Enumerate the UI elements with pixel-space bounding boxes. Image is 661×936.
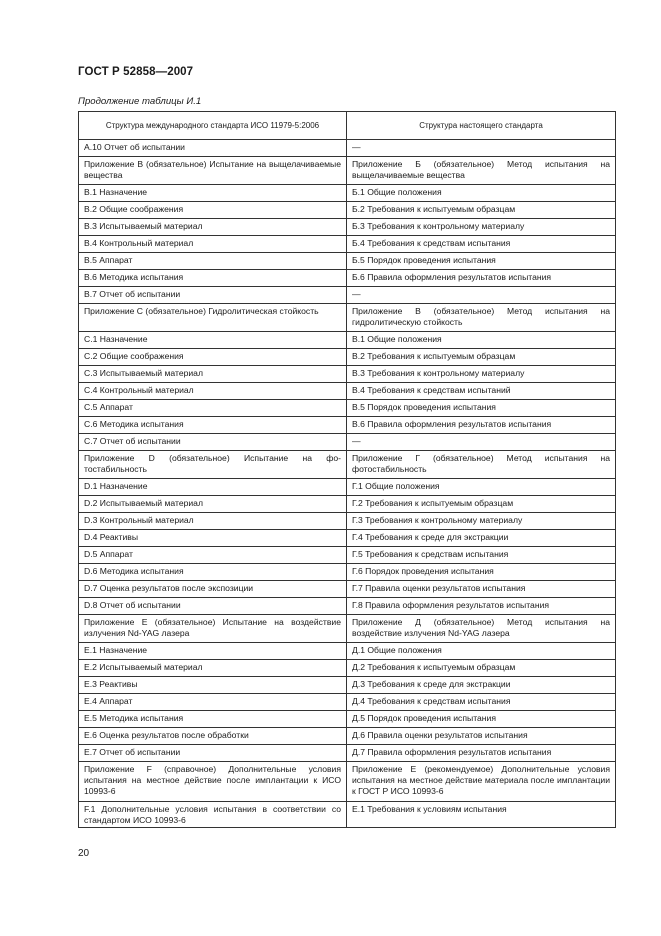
table-row	[79, 400, 616, 417]
cell-international: Приложение Е (обязательное) Испытание на воздействие излучения Nd-YAG лазера	[79, 615, 347, 643]
cell-international: А.10 Отчет об испытании	[79, 140, 347, 157]
table-row	[79, 287, 616, 304]
cell-national: В.2 Требования к испытуемым образцам	[347, 349, 616, 366]
cell-international: D.8 Отчет об испытании	[79, 598, 347, 615]
table-row	[79, 185, 616, 202]
cell-national: Б.5 Порядок проведения испытания	[347, 253, 616, 270]
cell-national: Приложение Е (рекомендуемое) Дополнительные условия испытания на местное действие материала после имплантации к ГОСТ Р ИСО 10993-6	[347, 762, 616, 802]
cell-international: D.4 Реактивы	[79, 530, 347, 547]
table-row	[79, 802, 616, 828]
cell-national: Приложение Б (обязательное) Метод испытания на выщелачиваемые вещества	[347, 157, 616, 185]
table-row	[79, 366, 616, 383]
cell-international: Приложение В (обязательное) Испытание на выщелачиваемые вещества	[79, 157, 347, 185]
cell-international: В.4 Контрольный материал	[79, 236, 347, 253]
cell-national: Б.2 Требования к испытуемым образцам	[347, 202, 616, 219]
table-row	[79, 547, 616, 564]
table-row	[79, 598, 616, 615]
cell-international: С.3 Испытываемый материал	[79, 366, 347, 383]
table-row	[79, 219, 616, 236]
cell-national: Д.6 Правила оценки результатов испытания	[347, 728, 616, 745]
cell-national: Г.5 Требования к средствам испытания	[347, 547, 616, 564]
cell-international: В.2 Общие соображения	[79, 202, 347, 219]
table-row	[79, 157, 616, 185]
cell-national: Д.2 Требования к испытуемым образцам	[347, 660, 616, 677]
cell-international: С.1 Назначение	[79, 332, 347, 349]
cell-international: F.1 Дополнительные условия испытания в соответствии со стандартом ИСО 10993-6	[79, 802, 347, 828]
cell-national: В.6 Правила оформления результатов испытания	[347, 417, 616, 434]
cell-international: D.3 Контрольный материал	[79, 513, 347, 530]
table-row	[79, 434, 616, 451]
cell-international: Приложение D (обязательное) Испытание на фотостабильность	[79, 451, 347, 479]
cell-international: D.1 Назначение	[79, 479, 347, 496]
cell-international: D.6 Методика испытания	[79, 564, 347, 581]
cell-international: Е.7 Отчет об испытании	[79, 745, 347, 762]
table-row	[79, 581, 616, 598]
cell-national: —	[347, 434, 616, 451]
cell-international: Е.3 Реактивы	[79, 677, 347, 694]
column-header-international: Структура международного стандарта ИСО 11979-5:2006	[79, 112, 347, 140]
table-row	[79, 332, 616, 349]
cell-international: Е.4 Аппарат	[79, 694, 347, 711]
cell-national: Приложение Д (обязательное) Метод испытания на воздействие излучения Nd-YAG лазера	[347, 615, 616, 643]
page-number: 20	[78, 848, 90, 859]
cell-international: Е.5 Методика испытания	[79, 711, 347, 728]
cell-national: Б.6 Правила оформления результатов испытания	[347, 270, 616, 287]
cell-international: С.5 Аппарат	[79, 400, 347, 417]
cell-national: Приложение Г (обязательное) Метод испытания на фотостабильность	[347, 451, 616, 479]
table-row	[79, 451, 616, 479]
cell-national: Г.8 Правила оформления результатов испытания	[347, 598, 616, 615]
cell-international: В.7 Отчет об испытании	[79, 287, 347, 304]
table-row	[79, 643, 616, 660]
cell-national: Приложение В (обязательное) Метод испытания на гидролитическую стойкость	[347, 304, 616, 332]
cell-national: Д.4 Требования к средствам испытания	[347, 694, 616, 711]
correspondence-table	[78, 111, 616, 828]
cell-national: В.5 Порядок проведения испытания	[347, 400, 616, 417]
cell-international: В.3 Испытываемый материал	[79, 219, 347, 236]
table-row	[79, 270, 616, 287]
cell-national: Г.7 Правила оценки результатов испытания	[347, 581, 616, 598]
table-row	[79, 677, 616, 694]
cell-national: —	[347, 287, 616, 304]
cell-national: Б.3 Требования к контрольному материалу	[347, 219, 616, 236]
cell-national: Б.1 Общие положения	[347, 185, 616, 202]
cell-international: С.4 Контрольный материал	[79, 383, 347, 400]
cell-international: С.7 Отчет об испытании	[79, 434, 347, 451]
table-row	[79, 745, 616, 762]
table-row	[79, 694, 616, 711]
table-row	[79, 253, 616, 270]
cell-international: D.7 Оценка результатов после экспозиции	[79, 581, 347, 598]
cell-national: Д.3 Требования к среде для экстракции	[347, 677, 616, 694]
cell-international: С.6 Методика испытания	[79, 417, 347, 434]
cell-national: В.4 Требования к средствам испытаний	[347, 383, 616, 400]
document-title: ГОСТ Р 52858—2007	[78, 66, 194, 78]
table-row	[79, 349, 616, 366]
cell-national: В.1 Общие положения	[347, 332, 616, 349]
table-row	[79, 236, 616, 253]
cell-national: В.3 Требования к контрольному материалу	[347, 366, 616, 383]
cell-national: Г.6 Порядок проведения испытания	[347, 564, 616, 581]
table-row	[79, 615, 616, 643]
cell-national: Б.4 Требования к средствам испытания	[347, 236, 616, 253]
table-row	[79, 304, 616, 332]
cell-international: В.5 Аппарат	[79, 253, 347, 270]
cell-national: Д.1 Общие положения	[347, 643, 616, 660]
cell-international: D.2 Испытываемый материал	[79, 496, 347, 513]
table-row	[79, 530, 616, 547]
table-row	[79, 479, 616, 496]
cell-international: С.2 Общие соображения	[79, 349, 347, 366]
cell-national: Д.7 Правила оформления результатов испытания	[347, 745, 616, 762]
cell-international: Е.2 Испытываемый материал	[79, 660, 347, 677]
table-row	[79, 564, 616, 581]
table-row	[79, 496, 616, 513]
cell-international: В.1 Назначение	[79, 185, 347, 202]
cell-national: Д.5 Порядок проведения испытания	[347, 711, 616, 728]
table-header-row	[79, 112, 616, 140]
column-header-national: Структура настоящего стандарта	[347, 112, 616, 140]
table-row	[79, 417, 616, 434]
cell-international: Приложение F (справочное) Дополнительные условия испытания на местное действие после имплантации к ИСО 10993-6	[79, 762, 347, 802]
cell-international: Е.6 Оценка результатов после обработки	[79, 728, 347, 745]
cell-international: D.5 Аппарат	[79, 547, 347, 564]
table-row	[79, 728, 616, 745]
table-row	[79, 660, 616, 677]
table-row	[79, 383, 616, 400]
cell-national: Е.1 Требования к условиям испытания	[347, 802, 616, 828]
table-row	[79, 202, 616, 219]
table-row	[79, 513, 616, 530]
table-row	[79, 762, 616, 802]
table-caption: Продолжение таблицы И.1	[78, 96, 202, 107]
cell-national: Г.1 Общие положения	[347, 479, 616, 496]
table-row	[79, 711, 616, 728]
cell-national: —	[347, 140, 616, 157]
cell-national: Г.2 Требования к испытуемым образцам	[347, 496, 616, 513]
cell-international: Е.1 Назначение	[79, 643, 347, 660]
cell-national: Г.4 Требования к среде для экстракции	[347, 530, 616, 547]
cell-international: В.6 Методика испытания	[79, 270, 347, 287]
table-row	[79, 140, 616, 157]
cell-international: Приложение С (обязательное) Гидролитическая стойкость	[79, 304, 347, 332]
cell-national: Г.3 Требования к контрольному материалу	[347, 513, 616, 530]
